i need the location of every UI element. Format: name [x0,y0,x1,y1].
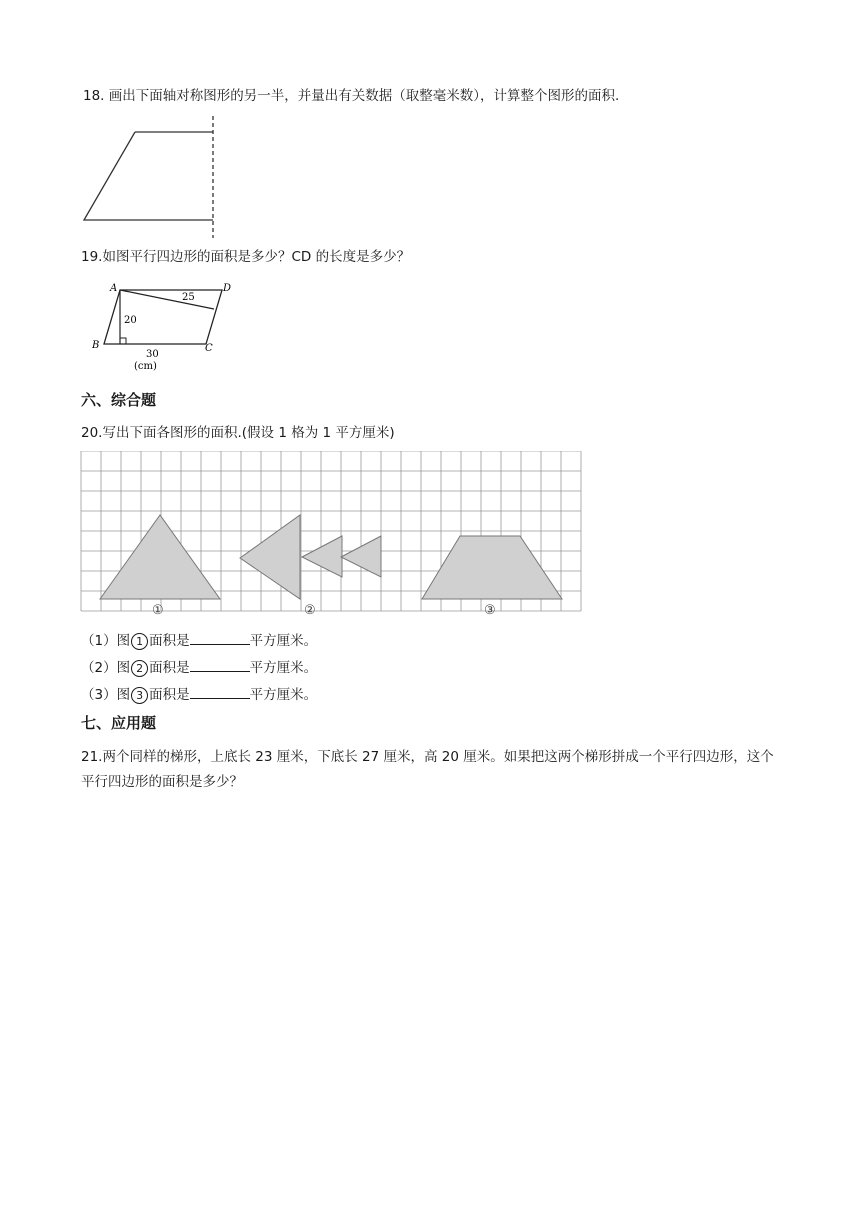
label-a: A [110,283,118,294]
q20-item-2 [81,657,317,678]
unit-label: (cm) [134,361,157,372]
q20-item-3-prefix: （3）图 [81,687,131,703]
question-18-text: 18. 画出下面轴对称图形的另一半，并量出有关数据（取整毫米数），计算整个图形的面积. [83,88,620,104]
q20-item-3-unit: 平方厘米。 [249,687,318,703]
q20-item-1-answer-blank[interactable] [190,630,250,645]
figure-1-triangle [100,515,220,599]
label-c: C [205,343,213,354]
q20-item-2-unit: 平方厘米。 [249,660,318,676]
figure-3-label: ③ [484,603,496,618]
q20-item-3-answer-blank[interactable] [190,684,250,699]
q20-item-2-prefix: （2）图 [81,660,131,676]
label-d: D [223,283,232,294]
q18-half-trapezoid-figure [80,112,230,242]
q20-item-2-suffix: 面积是 [149,660,190,676]
q20-item-3-circled-num: 3 [131,687,148,704]
q20-item-1-suffix: 面积是 [149,633,190,649]
q20-item-1 [81,630,317,651]
figure-2-label: ② [304,603,316,618]
question-20-text: 20.写出下面各图形的面积.(假设 1 格为 1 平方厘米) [81,425,395,441]
height-label: 20 [124,315,137,326]
q20-item-1-unit: 平方厘米。 [249,633,318,649]
figure-2-triangle-large [240,515,300,599]
q20-item-3-suffix: 面积是 [149,687,190,703]
q20-item-1-circled-num: 1 [131,633,148,650]
q20-grid-figure [80,451,584,621]
base-label: 30 [146,349,159,360]
q20-item-2-answer-blank[interactable] [190,657,250,672]
question-21-text: 21.两个同样的梯形，上底长 23 厘米，下底长 27 厘米，高 20 厘米。如果把这两个梯形拼成一个平行四边形，这个平行四边形的面积是多少？ [81,749,774,790]
question-19-text: 19.如图平行四边形的面积是多少？CD 的长度是多少？ [81,249,411,265]
figure-1-label: ① [152,603,164,618]
q20-item-1-prefix: （1）图 [81,633,131,649]
diagonal-label: 25 [182,292,195,303]
label-b: B [92,340,100,351]
q19-parallelogram-figure [88,278,238,378]
q20-item-2-circled-num: 2 [131,660,148,677]
section-6-title: 六、综合题 [81,391,157,409]
q20-item-3 [81,684,317,705]
section-7-title: 七、应用题 [81,714,157,732]
